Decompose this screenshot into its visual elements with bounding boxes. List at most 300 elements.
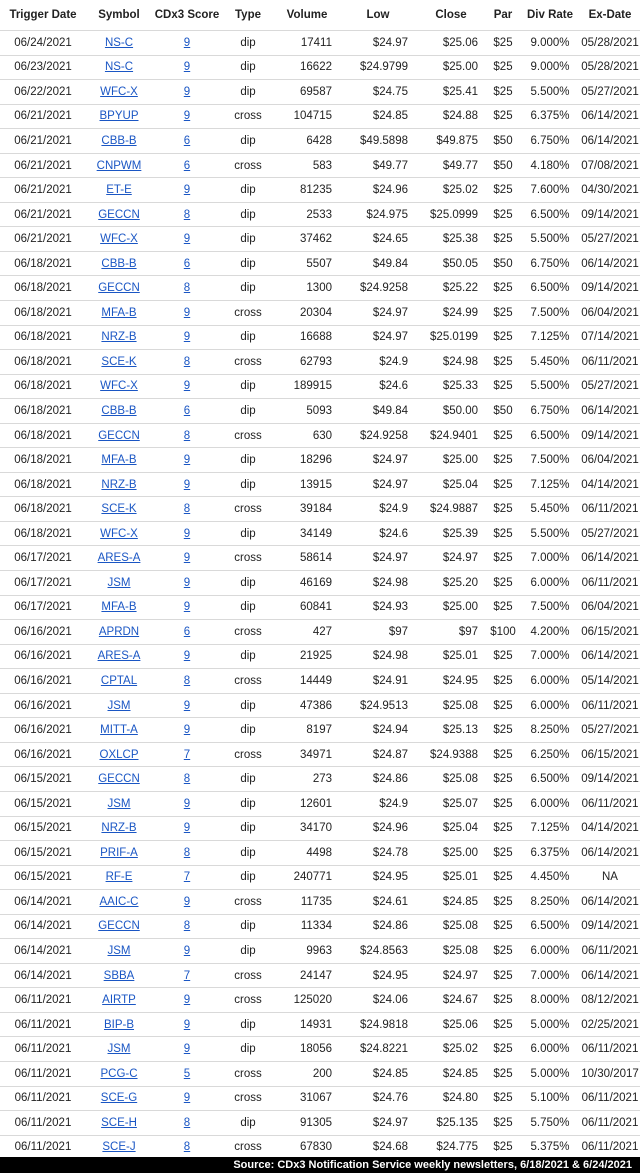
cdx3-score-cell: [152, 153, 222, 178]
symbol-link[interactable]: BPYUP: [99, 110, 139, 123]
cdx3-score-cell: [152, 80, 222, 105]
header-type: Type: [222, 0, 274, 31]
type-cell: cross: [222, 1086, 274, 1111]
symbol-cell: [86, 350, 152, 375]
cdx3-score-cell: [152, 448, 222, 473]
symbol-link[interactable]: SBBA: [103, 969, 135, 982]
header-div-rate: Div Rate: [520, 0, 580, 31]
trigger-date-cell: 06/18/2021: [0, 350, 86, 375]
cdx3-score-link[interactable]: 8: [183, 1116, 191, 1129]
cdx3-score-cell: [152, 767, 222, 792]
cdx3-score-link[interactable]: 9: [183, 306, 191, 319]
div-rate-cell: 6.375%: [520, 841, 580, 866]
cdx3-score-link[interactable]: 8: [183, 355, 191, 368]
cdx3-score-link[interactable]: 8: [183, 773, 191, 786]
type-cell: cross: [222, 497, 274, 522]
type-cell: cross: [222, 301, 274, 326]
symbol-cell: [86, 939, 152, 964]
ex-date-cell: 06/11/2021: [580, 497, 640, 522]
table-row: [0, 914, 640, 939]
ex-date-cell: 05/28/2021: [580, 31, 640, 56]
cdx3-score-link[interactable]: 9: [183, 85, 191, 98]
volume-cell: 37462: [274, 227, 340, 252]
low-cell: $24.98: [340, 644, 416, 669]
volume-cell: 91305: [274, 1111, 340, 1136]
trigger-date-cell: 06/16/2021: [0, 718, 86, 743]
symbol-link[interactable]: JSM: [107, 945, 131, 957]
cdx3-score-link[interactable]: 9: [183, 61, 191, 74]
symbol-link[interactable]: AAIC-C: [99, 895, 139, 908]
close-cell: $25.33: [416, 374, 486, 399]
symbol-cell: [86, 1111, 152, 1136]
ex-date-cell: 05/27/2021: [580, 374, 640, 399]
cdx3-score-cell: [152, 914, 222, 939]
trigger-date-cell: 06/21/2021: [0, 104, 86, 129]
volume-cell: 240771: [274, 865, 340, 890]
ex-date-cell: 04/30/2021: [580, 178, 640, 203]
low-cell: $49.5898: [340, 129, 416, 154]
table-row: [0, 963, 640, 988]
par-cell: $25: [486, 546, 520, 571]
div-rate-cell: 7.125%: [520, 472, 580, 497]
volume-cell: 24147: [274, 963, 340, 988]
cdx3-score-link[interactable]: 8: [183, 208, 191, 221]
table-row: [0, 251, 640, 276]
cdx3-score-link[interactable]: 9: [183, 797, 191, 810]
trigger-date-cell: 06/18/2021: [0, 472, 86, 497]
symbol-link[interactable]: JSM: [107, 576, 131, 589]
ex-date-cell: 09/14/2021: [580, 276, 640, 301]
cdx3-score-link[interactable]: 7: [183, 748, 191, 761]
cdx3-score-link[interactable]: 9: [183, 994, 191, 1007]
close-cell: $25.0999: [416, 202, 486, 227]
symbol-cell: [86, 80, 152, 105]
par-cell: $25: [486, 55, 520, 80]
type-cell: dip: [222, 571, 274, 596]
div-rate-cell: 5.500%: [520, 80, 580, 105]
type-cell: dip: [222, 251, 274, 276]
symbol-link[interactable]: AIRTP: [102, 994, 136, 1007]
symbol-cell: [86, 1061, 152, 1086]
table-row: [0, 1012, 640, 1037]
symbol-link[interactable]: NS-C: [104, 61, 134, 74]
symbol-link[interactable]: CPTAL: [100, 674, 138, 687]
trigger-date-cell: 06/15/2021: [0, 791, 86, 816]
close-cell: $97: [416, 620, 486, 645]
trigger-date-cell: 06/21/2021: [0, 178, 86, 203]
low-cell: $24.9818: [340, 1012, 416, 1037]
close-cell: $25.04: [416, 816, 486, 841]
symbol-link[interactable]: SCE-K: [101, 355, 137, 368]
par-cell: $25: [486, 374, 520, 399]
cdx3-score-link[interactable]: 9: [183, 945, 191, 957]
close-cell: $25.06: [416, 1012, 486, 1037]
type-cell: cross: [222, 1061, 274, 1086]
par-cell: $25: [486, 325, 520, 350]
div-rate-cell: 4.200%: [520, 620, 580, 645]
low-cell: $24.75: [340, 80, 416, 105]
cdx3-score-cell: [152, 595, 222, 620]
header-symbol: Symbol: [86, 0, 152, 31]
cdx3-score-link[interactable]: 9: [183, 699, 191, 712]
symbol-link[interactable]: GECCN: [98, 282, 140, 295]
type-cell: dip: [222, 1111, 274, 1136]
cdx3-score-cell: [152, 1086, 222, 1111]
symbol-link[interactable]: NRZ-B: [101, 331, 137, 344]
low-cell: $24.97: [340, 1111, 416, 1136]
cdx3-score-link[interactable]: 9: [183, 724, 191, 737]
close-cell: $24.9401: [416, 423, 486, 448]
symbol-cell: [86, 914, 152, 939]
low-cell: $24.95: [340, 865, 416, 890]
table-row: [0, 350, 640, 375]
cdx3-score-link[interactable]: 6: [183, 257, 191, 270]
cdx3-score-link[interactable]: 7: [183, 871, 191, 884]
symbol-link[interactable]: CBB-B: [101, 404, 137, 417]
div-rate-cell: 6.500%: [520, 423, 580, 448]
cdx3-score-link[interactable]: 9: [183, 822, 191, 835]
table-row: [0, 276, 640, 301]
symbol-cell: [86, 374, 152, 399]
low-cell: $24.96: [340, 816, 416, 841]
low-cell: $24.6: [340, 521, 416, 546]
table-row: [0, 104, 640, 129]
close-cell: $25.00: [416, 841, 486, 866]
volume-cell: 8197: [274, 718, 340, 743]
trigger-date-cell: 06/17/2021: [0, 595, 86, 620]
close-cell: $25.13: [416, 718, 486, 743]
volume-cell: 46169: [274, 571, 340, 596]
low-cell: $24.9258: [340, 276, 416, 301]
cdx3-score-cell: [152, 1111, 222, 1136]
cdx3-score-link[interactable]: 9: [183, 36, 191, 49]
symbol-link[interactable]: CBB-B: [101, 134, 137, 147]
symbol-link[interactable]: MFA-B: [101, 601, 137, 614]
type-cell: dip: [222, 276, 274, 301]
symbol-link[interactable]: WFC-X: [100, 380, 138, 393]
div-rate-cell: 5.500%: [520, 227, 580, 252]
cdx3-score-cell: [152, 301, 222, 326]
div-rate-cell: 6.750%: [520, 129, 580, 154]
volume-cell: 13915: [274, 472, 340, 497]
trigger-date-cell: 06/18/2021: [0, 301, 86, 326]
div-rate-cell: 6.375%: [520, 104, 580, 129]
volume-cell: 630: [274, 423, 340, 448]
cdx3-score-link[interactable]: 9: [183, 552, 191, 565]
symbol-link[interactable]: PCG-C: [100, 1067, 138, 1080]
trigger-date-cell: 06/17/2021: [0, 546, 86, 571]
div-rate-cell: 7.125%: [520, 325, 580, 350]
table-row: [0, 80, 640, 105]
symbol-link[interactable]: JSM: [107, 1043, 131, 1056]
par-cell: $25: [486, 669, 520, 694]
ex-date-cell: 06/11/2021: [580, 693, 640, 718]
close-cell: $24.97: [416, 963, 486, 988]
table-row: [0, 669, 640, 694]
cdx3-score-link[interactable]: 9: [183, 478, 191, 491]
ex-date-cell: 05/27/2021: [580, 227, 640, 252]
cdx3-score-cell: [152, 890, 222, 915]
cdx3-score-link[interactable]: 9: [183, 576, 191, 589]
volume-cell: 273: [274, 767, 340, 792]
symbol-cell: [86, 325, 152, 350]
par-cell: $25: [486, 497, 520, 522]
symbol-cell: [86, 202, 152, 227]
cdx3-score-link[interactable]: 6: [183, 159, 191, 172]
low-cell: $24.9258: [340, 423, 416, 448]
symbol-link[interactable]: CNPWM: [96, 159, 142, 172]
trigger-date-cell: 06/16/2021: [0, 693, 86, 718]
div-rate-cell: 8.000%: [520, 988, 580, 1013]
type-cell: cross: [222, 153, 274, 178]
volume-cell: 31067: [274, 1086, 340, 1111]
header-ex-date: Ex-Date: [580, 0, 640, 31]
cdx3-score-link[interactable]: 5: [183, 1067, 191, 1080]
type-cell: dip: [222, 202, 274, 227]
ex-date-cell: 06/14/2021: [580, 546, 640, 571]
cdx3-score-link[interactable]: 8: [183, 846, 191, 859]
cdx3-score-link[interactable]: 8: [183, 1141, 191, 1154]
cdx3-score-link[interactable]: 9: [183, 895, 191, 908]
symbol-link[interactable]: WFC-X: [100, 527, 138, 540]
symbol-cell: [86, 620, 152, 645]
symbol-link[interactable]: GECCN: [98, 920, 140, 933]
ex-date-cell: 06/14/2021: [580, 963, 640, 988]
symbol-link[interactable]: PRIF-A: [100, 846, 138, 859]
symbol-link[interactable]: OXLCP: [99, 748, 139, 761]
par-cell: $25: [486, 80, 520, 105]
ex-date-cell: 09/14/2021: [580, 202, 640, 227]
cdx3-score-link[interactable]: 8: [183, 503, 191, 516]
cdx3-score-link[interactable]: 9: [183, 527, 191, 540]
cdx3-score-link[interactable]: 6: [183, 134, 191, 147]
div-rate-cell: 5.500%: [520, 374, 580, 399]
symbol-link[interactable]: ARES-A: [97, 552, 141, 565]
volume-cell: 81235: [274, 178, 340, 203]
low-cell: $24.97: [340, 546, 416, 571]
symbol-cell: [86, 55, 152, 80]
type-cell: cross: [222, 988, 274, 1013]
volume-cell: 11334: [274, 914, 340, 939]
low-cell: $24.96: [340, 178, 416, 203]
trigger-date-cell: 06/23/2021: [0, 55, 86, 80]
cdx3-score-link[interactable]: 9: [183, 331, 191, 344]
ex-date-cell: 04/14/2021: [580, 472, 640, 497]
div-rate-cell: 5.000%: [520, 1012, 580, 1037]
low-cell: $24.86: [340, 914, 416, 939]
type-cell: dip: [222, 1037, 274, 1062]
close-cell: $49.875: [416, 129, 486, 154]
cdx3-score-link[interactable]: 8: [183, 920, 191, 933]
low-cell: $24.97: [340, 301, 416, 326]
table-row: [0, 1111, 640, 1136]
table-row: [0, 841, 640, 866]
trigger-date-cell: 06/18/2021: [0, 521, 86, 546]
table-row: [0, 546, 640, 571]
type-cell: cross: [222, 890, 274, 915]
close-cell: $25.39: [416, 521, 486, 546]
cdx3-score-link[interactable]: 8: [183, 282, 191, 295]
volume-cell: 189915: [274, 374, 340, 399]
type-cell: dip: [222, 791, 274, 816]
symbol-link[interactable]: APRDN: [98, 625, 140, 638]
par-cell: $25: [486, 791, 520, 816]
symbol-cell: [86, 595, 152, 620]
cdx3-score-link[interactable]: 6: [183, 404, 191, 417]
trigger-date-cell: 06/14/2021: [0, 890, 86, 915]
cdx3-score-link[interactable]: 9: [183, 184, 191, 197]
low-cell: $24.97: [340, 472, 416, 497]
par-cell: $25: [486, 521, 520, 546]
close-cell: $25.01: [416, 644, 486, 669]
par-cell: $25: [486, 350, 520, 375]
close-cell: $24.85: [416, 890, 486, 915]
header-close: Close: [416, 0, 486, 31]
symbol-link[interactable]: ET-E: [106, 184, 132, 197]
cdx3-score-link[interactable]: 9: [183, 650, 191, 663]
trigger-date-cell: 06/16/2021: [0, 669, 86, 694]
type-cell: dip: [222, 841, 274, 866]
symbol-cell: [86, 423, 152, 448]
trigger-date-cell: 06/22/2021: [0, 80, 86, 105]
symbol-cell: [86, 571, 152, 596]
close-cell: $24.88: [416, 104, 486, 129]
cdx3-score-link[interactable]: 9: [183, 233, 191, 246]
close-cell: $25.02: [416, 1037, 486, 1062]
volume-cell: 5507: [274, 251, 340, 276]
symbol-cell: [86, 276, 152, 301]
symbol-link[interactable]: MFA-B: [101, 306, 137, 319]
div-rate-cell: 7.125%: [520, 816, 580, 841]
table-row: [0, 939, 640, 964]
type-cell: dip: [222, 595, 274, 620]
volume-cell: 14931: [274, 1012, 340, 1037]
cdx3-score-link[interactable]: 8: [183, 674, 191, 687]
cdx3-score-link[interactable]: 9: [183, 380, 191, 393]
table-row: [0, 693, 640, 718]
symbol-link[interactable]: WFC-X: [100, 233, 138, 246]
type-cell: dip: [222, 178, 274, 203]
low-cell: $24.9513: [340, 693, 416, 718]
type-cell: dip: [222, 521, 274, 546]
ex-date-cell: 06/14/2021: [580, 841, 640, 866]
symbol-cell: [86, 521, 152, 546]
trigger-date-cell: 06/21/2021: [0, 129, 86, 154]
volume-cell: 60841: [274, 595, 340, 620]
par-cell: $50: [486, 129, 520, 154]
cdx3-score-cell: [152, 1061, 222, 1086]
cdx3-score-cell: [152, 1012, 222, 1037]
cdx3-score-link[interactable]: 9: [183, 1092, 191, 1105]
cdx3-score-cell: [152, 31, 222, 56]
close-cell: $24.775: [416, 1135, 486, 1160]
ex-date-cell: 09/14/2021: [580, 767, 640, 792]
cdx3-score-cell: [152, 129, 222, 154]
low-cell: $49.77: [340, 153, 416, 178]
symbol-link[interactable]: NRZ-B: [101, 478, 137, 491]
cdx3-score-link[interactable]: 9: [183, 110, 191, 123]
cdx3-score-link[interactable]: 9: [183, 1018, 191, 1031]
cdx3-score-cell: [152, 521, 222, 546]
cdx3-score-link[interactable]: 8: [183, 429, 191, 442]
symbol-link[interactable]: JSM: [107, 699, 131, 712]
trigger-date-cell: 06/18/2021: [0, 325, 86, 350]
symbol-link[interactable]: NS-C: [104, 36, 134, 49]
symbol-link[interactable]: GECCN: [98, 208, 140, 221]
cdx3-score-cell: [152, 791, 222, 816]
div-rate-cell: 9.000%: [520, 31, 580, 56]
symbol-link[interactable]: SCE-G: [100, 1092, 138, 1105]
trigger-date-cell: 06/18/2021: [0, 448, 86, 473]
ex-date-cell: 06/15/2021: [580, 620, 640, 645]
close-cell: $24.97: [416, 546, 486, 571]
cdx3-score-cell: [152, 374, 222, 399]
type-cell: dip: [222, 693, 274, 718]
table-row: [0, 325, 640, 350]
symbol-link[interactable]: RF-E: [105, 871, 133, 884]
trigger-date-cell: 06/16/2021: [0, 644, 86, 669]
cdx3-score-link[interactable]: 6: [183, 625, 191, 638]
cdx3-score-link[interactable]: 7: [183, 969, 191, 982]
low-cell: $24.87: [340, 742, 416, 767]
table-row: [0, 301, 640, 326]
div-rate-cell: 6.000%: [520, 571, 580, 596]
cdx3-score-cell: [152, 546, 222, 571]
type-cell: dip: [222, 55, 274, 80]
symbol-link[interactable]: CBB-B: [101, 257, 137, 270]
low-cell: $24.97: [340, 448, 416, 473]
symbol-link[interactable]: NRZ-B: [101, 822, 137, 835]
low-cell: $24.975: [340, 202, 416, 227]
symbol-link[interactable]: ARES-A: [97, 650, 141, 663]
symbol-link[interactable]: JSM: [107, 797, 131, 810]
volume-cell: 69587: [274, 80, 340, 105]
low-cell: $24.65: [340, 227, 416, 252]
low-cell: $24.93: [340, 595, 416, 620]
div-rate-cell: 6.500%: [520, 914, 580, 939]
symbol-link[interactable]: MITT-A: [100, 724, 138, 737]
low-cell: $24.6: [340, 374, 416, 399]
ex-date-cell: 05/28/2021: [580, 55, 640, 80]
table-row: [0, 423, 640, 448]
volume-cell: 200: [274, 1061, 340, 1086]
cdx3-score-link[interactable]: 9: [183, 454, 191, 467]
symbol-cell: [86, 718, 152, 743]
symbol-link[interactable]: GECCN: [98, 773, 140, 786]
symbol-cell: [86, 227, 152, 252]
volume-cell: 47386: [274, 693, 340, 718]
par-cell: $100: [486, 620, 520, 645]
symbol-link[interactable]: BIP-B: [103, 1018, 135, 1031]
trigger-date-cell: 06/18/2021: [0, 497, 86, 522]
symbol-link[interactable]: SCE-H: [101, 1116, 137, 1129]
ex-date-cell: 06/04/2021: [580, 595, 640, 620]
cdx3-score-link[interactable]: 9: [183, 601, 191, 614]
trigger-date-cell: 06/15/2021: [0, 865, 86, 890]
cdx3-score-link[interactable]: 9: [183, 1043, 191, 1056]
low-cell: $24.61: [340, 890, 416, 915]
par-cell: $25: [486, 1037, 520, 1062]
volume-cell: 16622: [274, 55, 340, 80]
symbol-link[interactable]: SCE-K: [101, 503, 137, 516]
symbol-link[interactable]: SCE-J: [102, 1141, 136, 1154]
volume-cell: 2533: [274, 202, 340, 227]
symbol-cell: [86, 301, 152, 326]
ex-date-cell: 06/04/2021: [580, 448, 640, 473]
symbol-link[interactable]: MFA-B: [101, 454, 137, 467]
symbol-link[interactable]: WFC-X: [100, 85, 138, 98]
symbol-link[interactable]: GECCN: [98, 429, 140, 442]
